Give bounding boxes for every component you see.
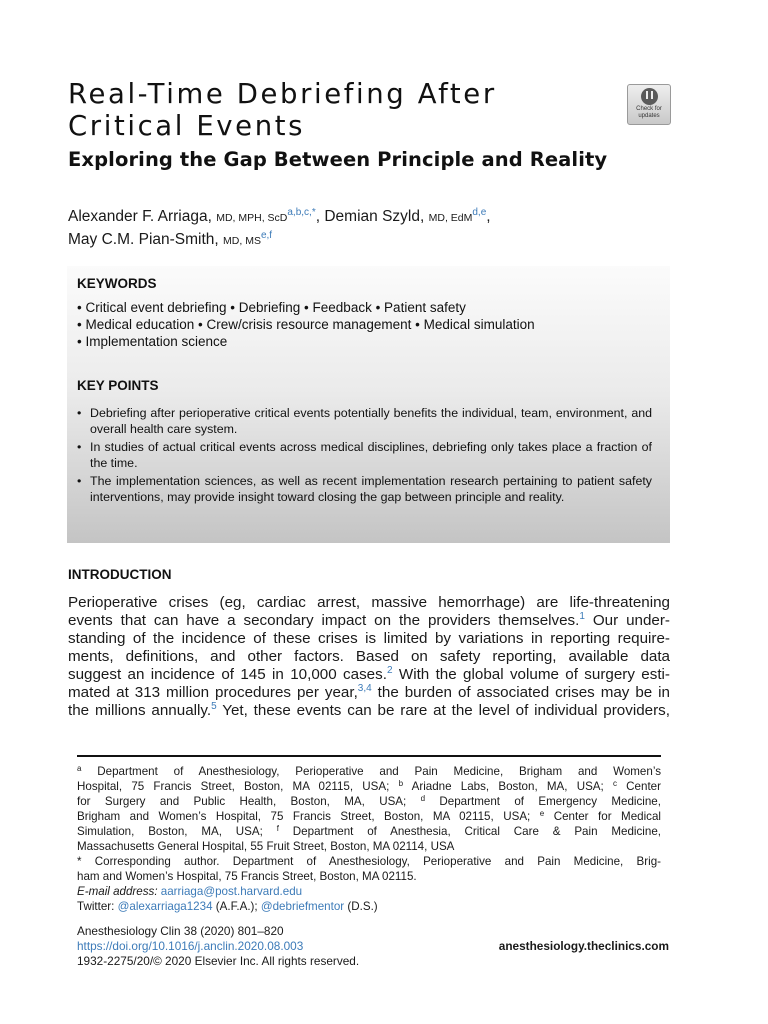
key-points-heading: KEY POINTS (77, 378, 159, 393)
email-link[interactable]: aarriaga@post.harvard.edu (160, 885, 303, 898)
corresponding-author-address: ham and Women’s Hospital, 75 Francis Street, Boston, MA 02115. (77, 870, 417, 883)
journal-info (77, 924, 359, 969)
badge-label: Check for updates (636, 106, 662, 119)
intro-line: standing of the incidence of these crises is limited by variations in reporting require- (68, 630, 670, 647)
footnote-line: $^a$ Department of Anesthesiology, Perioperative and Pain Medicine, Brigham and Women’s (77, 764, 661, 778)
twitter-line: Twitter: @alexarriaga1234 (A.F.A.); @debriefmentor (D.S.) (77, 900, 378, 913)
email-label: E-mail address: (77, 885, 158, 898)
key-point-item: • Debriefing after perioperative critical events potentially benefits the individual, team, environment, and overall health care system. (77, 405, 652, 437)
keywords-heading: KEYWORDS (77, 276, 157, 291)
author-affiliation-marks[interactable]: d,e (472, 207, 487, 218)
copyright: 1932-2275/20/© 2020 Elsevier Inc. All rights reserved. (77, 954, 360, 968)
author-affiliation-marks[interactable]: a,b,c,* (287, 207, 316, 218)
intro-line: Perioperative crises (eg, cardiac arrest, massive hemorrhage) are life-threatening (68, 594, 670, 611)
intro-line: mated at 313 million procedures per year,$^{3,4}$ the burden of associated crises may be in (68, 683, 671, 701)
intro-line: the millions annually.$^5$ Yet, these events can be rare at the level of individual providers, (68, 701, 670, 719)
key-point-item: • In studies of actual critical events across medical disciplines, debriefing only takes place a fraction of the time. (77, 439, 652, 471)
author-list (68, 206, 688, 252)
citation-ref[interactable]: 1 (579, 611, 585, 622)
keywords-line: • Critical event debriefing • Debriefing • Feedback • Patient safety (77, 300, 466, 315)
journal-citation: Anesthesiology Clin 38 (2020) 801–820 (77, 924, 284, 938)
email-line (77, 884, 661, 899)
key-point-item: • The implementation sciences, as well as recent implementation research pertaining to patient safety interventions, may provide insight toward closing the gap between principle and reality. (77, 473, 652, 505)
footnote-divider (77, 755, 661, 757)
citation-ref[interactable]: 2 (386, 665, 393, 676)
key-points-list (77, 405, 652, 507)
citation-ref[interactable]: 3,4 (357, 683, 372, 694)
twitter-link[interactable]: @debriefmentor (260, 900, 345, 913)
intro-line: ments, definitions, and other factors. Based on safety reporting, available data (68, 648, 670, 665)
author-degrees: MD, MS (223, 235, 261, 247)
keywords-line: • Implementation science (77, 334, 228, 349)
article-title (68, 78, 608, 142)
author-name: May C.M. Pian-Smith, (68, 231, 219, 248)
article-title-line-2: Critical Events (68, 110, 306, 142)
intro-line: events that can have a secondary impact on the providers themselves.$^1$ Our under- (68, 611, 670, 629)
author-degrees: MD, MPH, ScD (216, 212, 288, 224)
journal-website[interactable]: anesthesiology.theclinics.com (498, 939, 669, 953)
footnote-line: Simulation, Boston, MA, USA; $^f$ Department of Anesthesia, Critical Care & Pain Medicine, (77, 824, 661, 838)
article-title-line-1: Real-Time Debriefing After (68, 78, 497, 110)
article-subtitle: Exploring the Gap Between Principle and Reality (68, 148, 608, 171)
footnote-line: Brigham and Women’s Hospital, 75 Francis Street, Boston, MA 02115, USA; $^e$ Center for Medical (77, 809, 662, 823)
author-line-1: Alexander F. Arriaga, MD, MPH, ScD$^{a,b,c,*}$, Demian Szyld, MD, EdM$^{d,e}$, (68, 207, 491, 225)
check-for-updates-badge[interactable] (627, 84, 671, 125)
footnote-line: Massachusetts General Hospital, 55 Fruit Street, Boston, MA 02114, USA (77, 840, 455, 853)
author-line-2 (68, 229, 688, 252)
author-degrees: MD, EdM (428, 212, 473, 224)
introduction-paragraph (68, 594, 670, 720)
corresponding-author: * Corresponding author. Department of Anesthesiology, Perioperative and Pain Medicine, Brig- (77, 855, 661, 868)
footnote-line: Hospital, 75 Francis Street, Boston, MA 02115, USA; $^b$ Ariadne Labs, Boston, MA, USA; $^c$ Center (77, 779, 661, 793)
intro-line: suggest an incidence of 145 in 10,000 cases.$^2$ With the global volume of surgery esti- (68, 665, 670, 683)
footnote-line: for Surgery and Public Health, Boston, MA, USA; $^d$ Department of Emergency Medicine, (77, 794, 661, 808)
check-updates-icon (641, 88, 658, 105)
doi-link[interactable]: https://doi.org/10.1016/j.anclin.2020.08.003 (77, 939, 304, 953)
introduction-heading: INTRODUCTION (68, 567, 172, 582)
author-affiliation-marks[interactable]: e,f (260, 230, 273, 241)
affiliations-footnotes (77, 764, 661, 914)
citation-ref[interactable]: 5 (211, 701, 217, 712)
author-name: Demian Szyld, (324, 208, 425, 225)
author-name: Alexander F. Arriaga, (68, 208, 212, 225)
keywords-line: • Medical education • Crew/crisis resource management • Medical simulation (77, 317, 535, 332)
twitter-link[interactable]: @alexarriaga1234 (117, 900, 213, 913)
